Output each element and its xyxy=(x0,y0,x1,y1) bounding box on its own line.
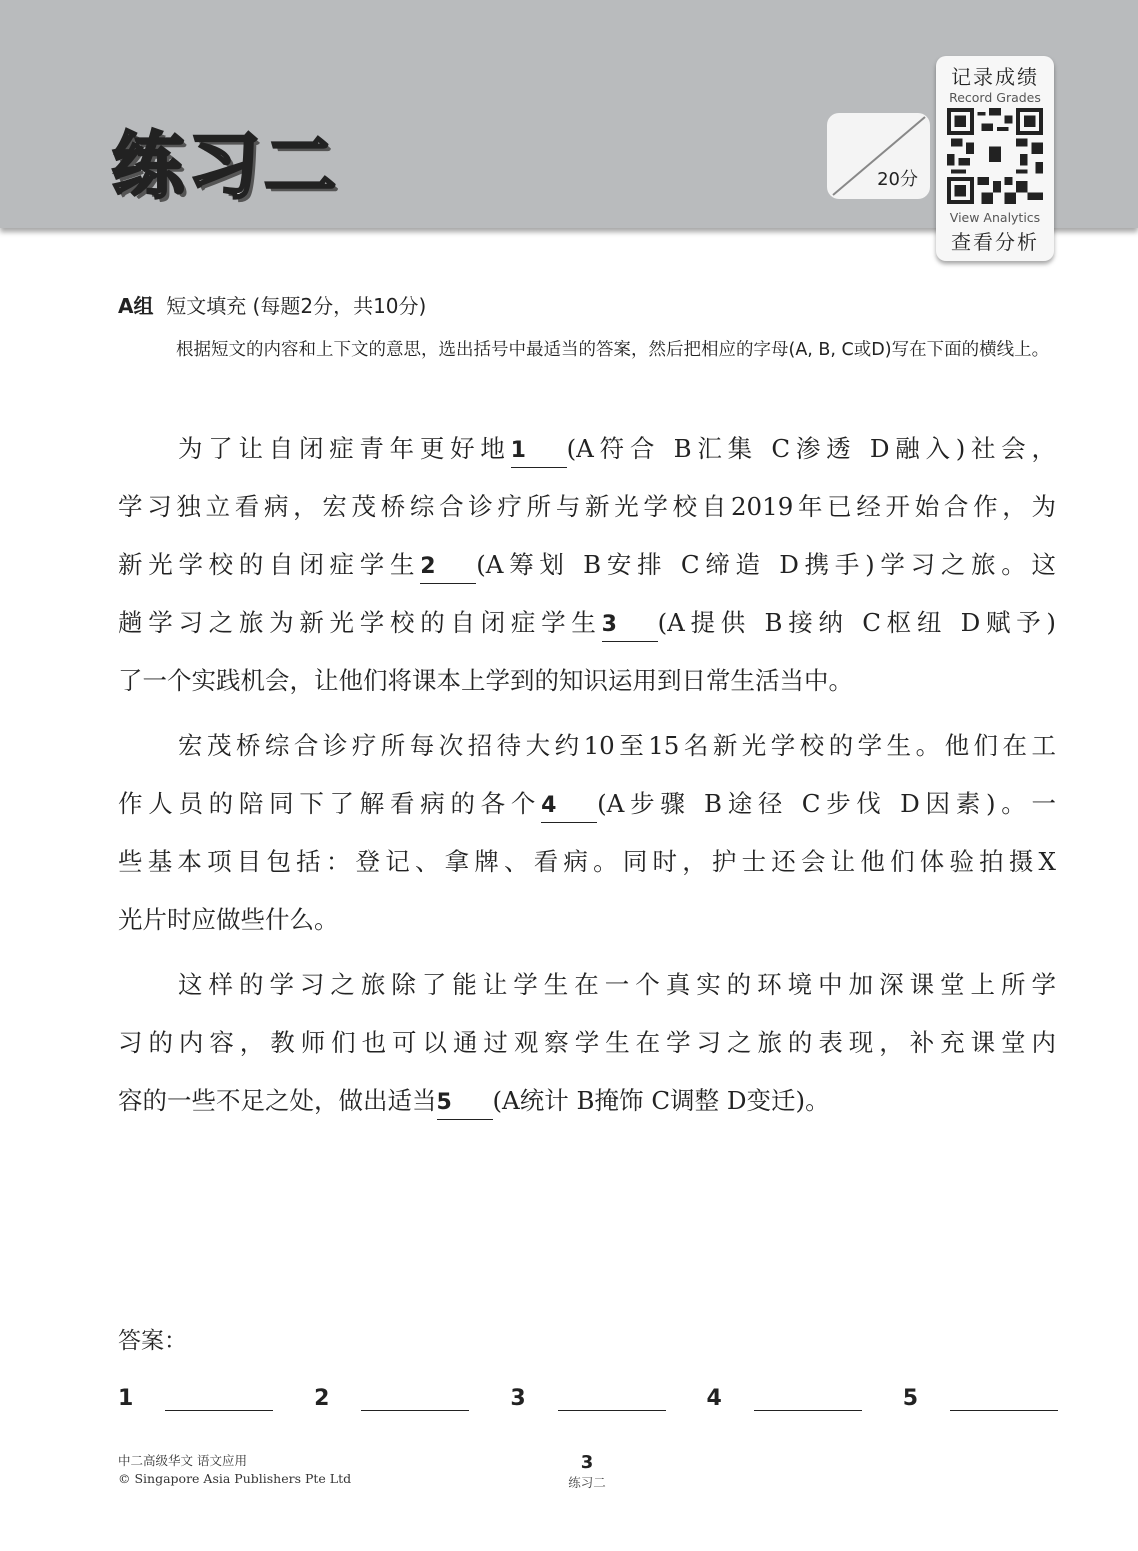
section-instruction: 根据短文的内容和上下文的意思，选出括号中最适当的答案，然后把相应的字母(A, B, C或D)写在下面的横线上。 xyxy=(176,340,1050,360)
passage-text: 习的内容，教师们也可以通过观察学生在学习之旅的表现，补充课堂内 xyxy=(118,1028,1056,1057)
passage-text: 容的一些不足之处，做出适当 xyxy=(118,1086,437,1115)
answer-item xyxy=(118,1380,273,1411)
answer-field[interactable] xyxy=(361,1380,469,1411)
answer-field[interactable] xyxy=(558,1380,666,1411)
page-header xyxy=(0,0,1138,254)
blank-number: 1 xyxy=(511,435,567,468)
blank-number: 5 xyxy=(437,1087,493,1120)
answer-field[interactable] xyxy=(950,1380,1058,1411)
passage-text: 作人员的陪同下了解看病的各个 xyxy=(118,789,542,818)
answer-item xyxy=(903,1380,1058,1411)
passage-line xyxy=(118,1021,1056,1079)
paragraph xyxy=(118,724,1056,956)
section-title: 短文填充 (每题2分，共10分) xyxy=(166,294,427,318)
passage-text: 光片时应做些什么。 xyxy=(118,905,339,934)
page-title: 练习二 xyxy=(112,124,341,208)
answer-number: 5 xyxy=(902,1386,918,1411)
answers-label: 答案： xyxy=(118,1328,187,1354)
paragraph xyxy=(118,427,1056,717)
passage-text: 了一个实践机会，让他们将课本上学到的知识运用到日常生活当中。 xyxy=(118,666,853,695)
passage-text: 新光学校的自闭症学生 xyxy=(118,550,421,579)
answer-field[interactable] xyxy=(754,1380,862,1411)
answer-row xyxy=(118,1380,1058,1411)
passage-line xyxy=(118,782,1056,840)
answer-field[interactable] xyxy=(165,1380,273,1411)
paragraph xyxy=(118,963,1056,1137)
section-label: A组 xyxy=(118,294,154,318)
score-total: 20分 xyxy=(877,169,918,190)
passage-text: 学习独立看病，宏茂桥综合诊疗所与新光学校自2019年已经开始合作，为 xyxy=(118,492,1056,521)
passage-line xyxy=(118,659,1056,717)
qr-card[interactable] xyxy=(936,56,1054,261)
blank-number: 4 xyxy=(541,790,597,823)
passage-line xyxy=(118,601,1056,659)
answer-number: 4 xyxy=(706,1386,722,1411)
passage-text: (A筹划 B安排 C缔造 D携手)学习之旅。这 xyxy=(476,550,1056,579)
passage-line xyxy=(118,724,1056,782)
blank-number: 3 xyxy=(602,609,658,642)
passage-line xyxy=(118,898,1056,956)
qr-code-icon[interactable] xyxy=(946,108,1044,204)
answer-item xyxy=(314,1380,469,1411)
passage-line xyxy=(118,840,1056,898)
passage-line xyxy=(118,543,1056,601)
section-heading xyxy=(118,290,426,319)
copyright: © Singapore Asia Publishers Pte Ltd xyxy=(118,1471,352,1486)
passage-text: 宏茂桥综合诊疗所每次招待大约10至15名新光学校的学生。他们在工 xyxy=(178,731,1056,760)
passage xyxy=(118,427,1056,1144)
footer-left xyxy=(118,1452,351,1488)
passage-line xyxy=(118,427,1056,485)
page-number: 3 xyxy=(580,1452,594,1473)
record-grades-cn: 记录成绩 xyxy=(951,65,1039,89)
answer-number: 3 xyxy=(510,1386,526,1411)
book-title: 中二高级华文 语文应用 xyxy=(118,1453,247,1468)
passage-line xyxy=(118,1079,1056,1137)
footer-center xyxy=(540,1452,634,1491)
passage-line xyxy=(118,963,1056,1021)
view-analytics-cn: 查看分析 xyxy=(951,230,1039,254)
blank-number: 2 xyxy=(420,551,476,584)
passage-text: (A符合 B汇集 C渗透 D融入)社会， xyxy=(566,434,1056,463)
passage-text: 些基本项目包括：登记、拿牌、看病。同时，护士还会让他们体验拍摄X xyxy=(118,847,1056,876)
passage-text: (A统计 B掩饰 C调整 D变迁)。 xyxy=(492,1086,830,1115)
answer-number: 2 xyxy=(314,1386,330,1411)
chapter-name: 练习二 xyxy=(568,1475,606,1490)
answer-item xyxy=(510,1380,665,1411)
passage-line xyxy=(118,485,1056,543)
passage-text: 这样的学习之旅除了能让学生在一个真实的环境中加深课堂上所学 xyxy=(178,970,1056,999)
answer-item xyxy=(707,1380,862,1411)
passage-text: 为了让自闭症青年更好地 xyxy=(178,434,511,463)
passage-text: (A步骤 B途径 C步伐 D因素)。一 xyxy=(597,789,1056,818)
score-box xyxy=(827,113,930,199)
view-analytics-en: View Analytics xyxy=(949,210,1041,225)
passage-text: 趟学习之旅为新光学校的自闭症学生 xyxy=(118,608,602,637)
record-grades-en: Record Grades xyxy=(949,90,1041,105)
answer-number: 1 xyxy=(118,1386,134,1411)
passage-text: (A提供 B接纳 C枢纽 D赋予) xyxy=(657,608,1056,637)
